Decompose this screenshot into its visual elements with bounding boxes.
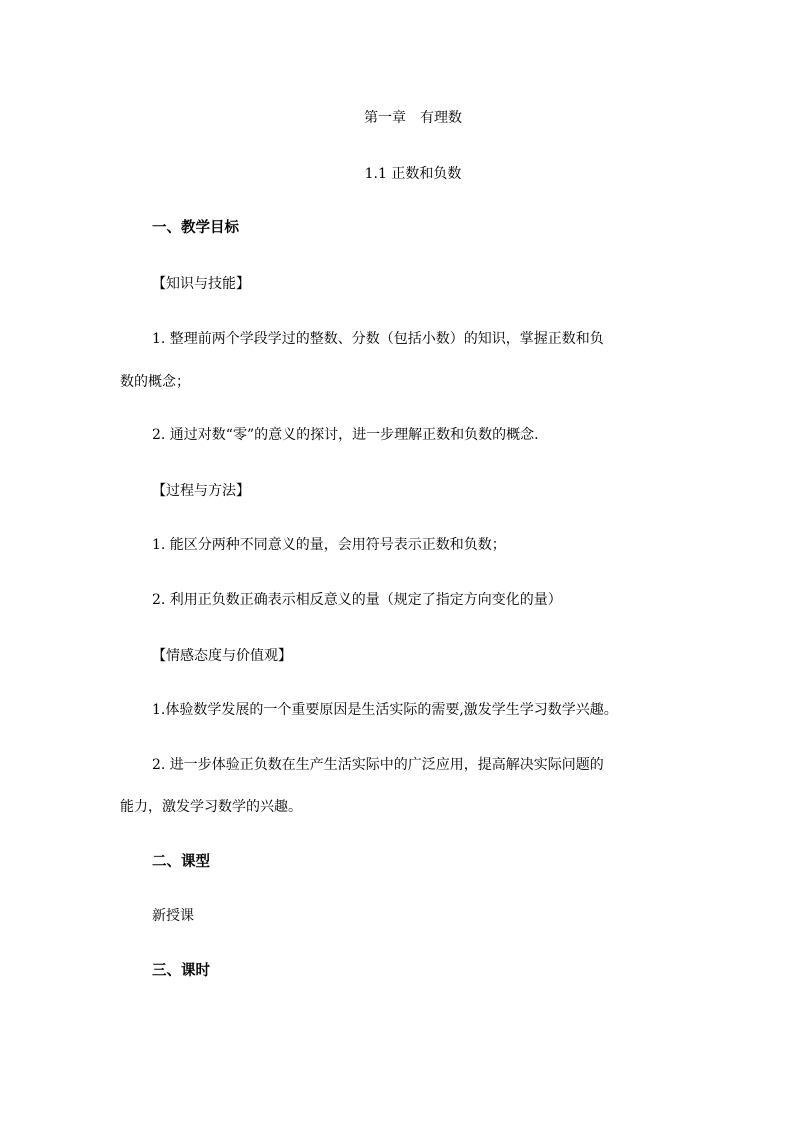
subheading-knowledge-skills: 【知识与技能】 (152, 276, 250, 292)
process-item-1: 1. 能区分两种不同意义的量，会用符号表示正数和负数； (152, 537, 506, 553)
lesson-type-content: 新授课 (152, 908, 194, 924)
emotion-item-2-line-1: 2. 进一步体验正负数在生产生活实际中的广泛应用，提高解决实际问题的 (152, 757, 604, 773)
emotion-item-2-line-2: 能力，激发学习数学的兴趣。 (120, 799, 302, 815)
chapter-title: 第一章 有理数 (364, 110, 462, 126)
heading-teaching-goals: 一、教学目标 (152, 220, 239, 236)
subheading-process-methods: 【过程与方法】 (152, 483, 250, 499)
emotion-item-1: 1.体验数学发展的一个重要原因是生活实际的需要,激发学生学习数学兴趣。 (152, 702, 618, 718)
knowledge-item-1-line-2: 数的概念； (120, 374, 190, 390)
knowledge-item-1-line-1: 1. 整理前两个学段学过的整数、分数（包括小数）的知识，掌握正数和负 (152, 331, 604, 347)
process-item-2: 2. 利用正负数正确表示相反意义的量（规定了指定方向变化的量） (152, 592, 562, 608)
knowledge-item-2: 2. 通过对数“零”的意义的探讨，进一步理解正数和负数的概念. (152, 427, 539, 443)
subheading-emotion-values: 【情感态度与价值观】 (152, 648, 292, 664)
heading-lesson-type: 二、课型 (152, 854, 210, 870)
section-title: 1.1 正数和负数 (364, 166, 462, 182)
heading-class-hours: 三、课时 (152, 963, 210, 979)
